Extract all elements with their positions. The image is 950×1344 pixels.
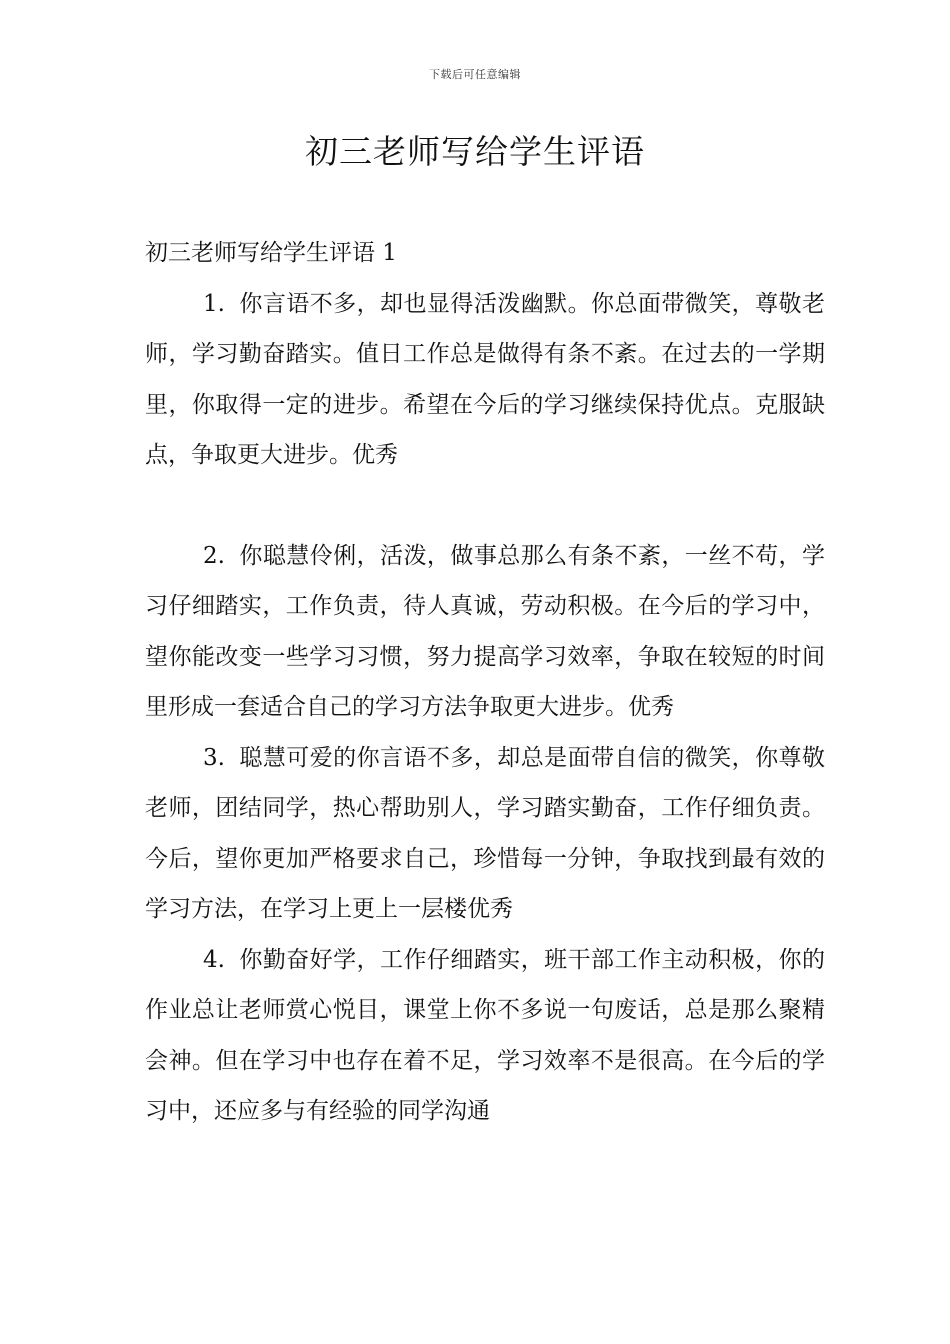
comment-number: 2. <box>203 542 225 569</box>
comment-paragraph-2 <box>145 531 825 733</box>
section-heading: 初三老师写给学生评语 1 <box>145 240 397 266</box>
comment-text: 你勤奋好学，工作仔细踏实，班干部工作主动积极，你的作业总让老师赏心悦目，课堂上你不多说一句废话，总是那么聚精会神。但在学习中也存在着不足，学习效率不是很高。在今后的学习中，还应多与有经验的同学沟通 <box>145 946 825 1124</box>
comment-paragraph-4 <box>145 935 825 1137</box>
comment-paragraph-1 <box>145 279 825 481</box>
comment-text: 你言语不多，却也显得活泼幽默。你总面带微笑，尊敬老师，学习勤奋踏实。值日工作总是做得有条不紊。在过去的一学期里，你取得一定的进步。希望在今后的学习继续保持优点。克服缺点，争取更大进步。优秀 <box>145 290 825 468</box>
comment-paragraph-3 <box>145 733 825 935</box>
page-title: 初三老师写给学生评语 <box>305 132 645 171</box>
comment-number: 3. <box>203 744 225 771</box>
document-body <box>145 228 825 1137</box>
comment-number: 4. <box>203 946 225 973</box>
comment-number: 1. <box>203 290 225 317</box>
comment-text: 聪慧可爱的你言语不多，却总是面带自信的微笑，你尊敬老师，团结同学，热心帮助别人，学习踏实勤奋，工作仔细负责。今后，望你更加严格要求自己，珍惜每一分钟，争取找到最有效的学习方法，在学习上更上一层楼优秀 <box>145 744 825 922</box>
comment-text: 你聪慧伶俐，活泼，做事总那么有条不紊，一丝不苟，学习仔细踏实，工作负责，待人真诚，劳动积极。在今后的学习中，望你能改变一些学习习惯，努力提高学习效率，争取在较短的时间里形成一套适合自己的学习方法争取更大进步。优秀 <box>145 542 825 720</box>
paragraph-spacer <box>145 481 825 531</box>
header-note: 下载后可任意编辑 <box>429 68 521 81</box>
